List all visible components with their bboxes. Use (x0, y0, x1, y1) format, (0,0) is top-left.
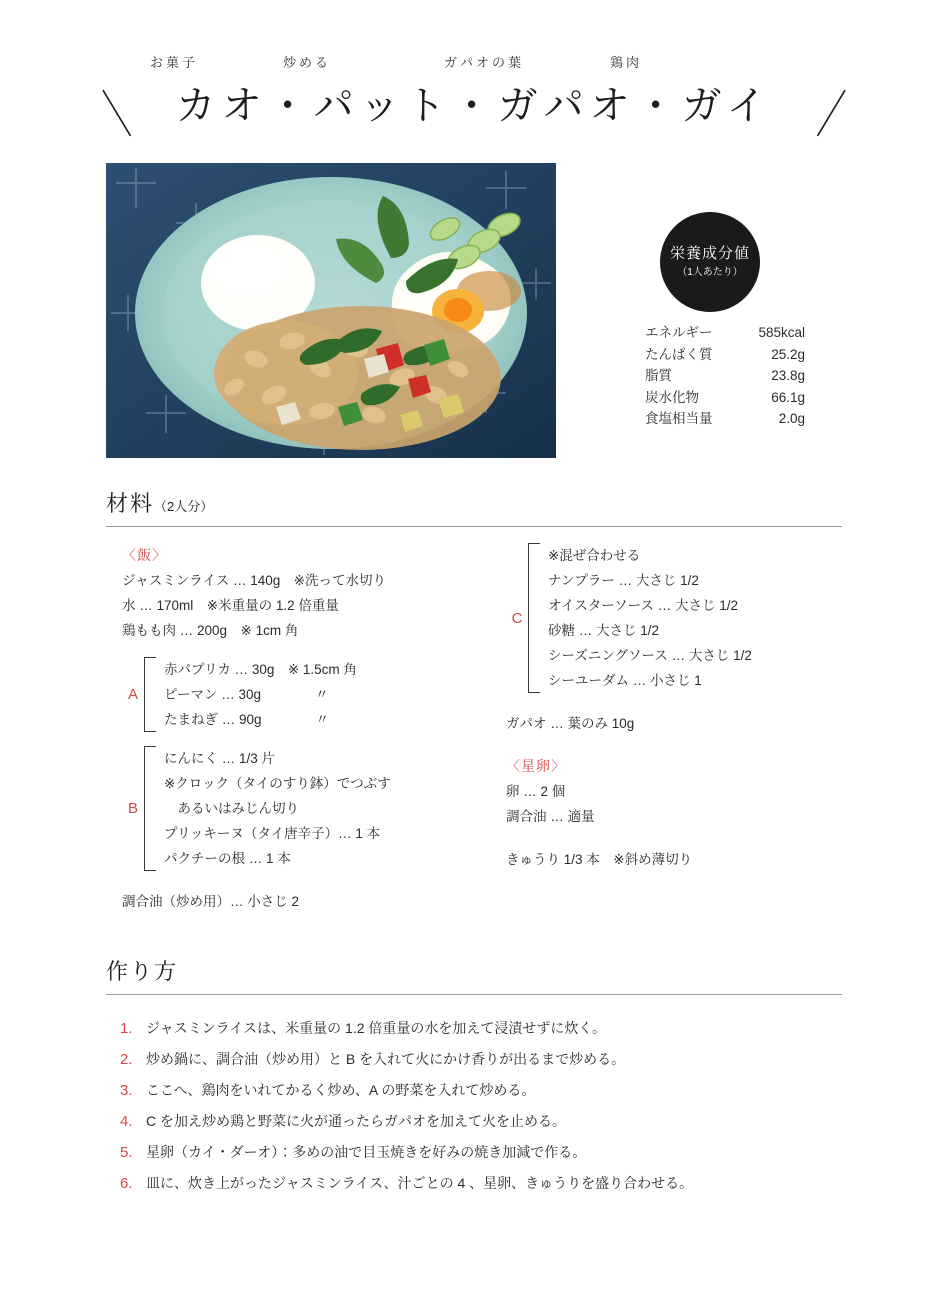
steps-heading: 作り方 (106, 959, 179, 984)
ingredients-column-right (506, 543, 842, 872)
steps-list (120, 1013, 880, 1199)
ingredient-line: シーズニングソース … 大さじ 1/2 (548, 648, 752, 663)
nutrition-label: エネルギー (645, 325, 713, 340)
ingredient-line: ジャスミンライス … 140g ※洗って水切り (122, 573, 387, 588)
step-number: 3. (120, 1082, 133, 1099)
ingredient-line: ナンプラー … 大さじ 1/2 (548, 573, 699, 588)
ingredient-line: あるいはみじん切り (164, 801, 299, 816)
nutrition-badge (660, 212, 760, 312)
ingredient-line: 水 … 170ml ※米重量の 1.2 倍重量 (122, 598, 339, 613)
nutrition-badge-subtitle: （1人あたり） (677, 266, 743, 278)
nutrition-row (645, 365, 805, 387)
group-b-bracket (144, 746, 156, 871)
ingredient-group-b (122, 746, 492, 871)
step-item (120, 1013, 880, 1044)
group-b-items (164, 746, 492, 871)
ingredient-line: 砂糖 … 大さじ 1/2 (548, 623, 660, 638)
group-b-letter: B (127, 800, 138, 817)
ingredient-line: プリッキーヌ（タイ唐辛子）… 1 本 (164, 826, 381, 841)
steps-rule (106, 994, 842, 995)
step-text: 炒め鍋に、調合油（炒め用）と B を入れて火にかけ香りが出るまで炒める。 (146, 1051, 626, 1067)
group-a-bracket (144, 657, 156, 732)
nutrition-label: 炭水化物 (645, 389, 699, 405)
title-ruby-3: ガパオの葉 (444, 55, 525, 70)
nutrition-row (645, 387, 805, 409)
group-a-letter: A (127, 686, 138, 703)
ingredients-rule (106, 526, 842, 527)
group-c-letter: C (511, 609, 523, 627)
ingredients-heading-text: 材料 (106, 491, 155, 516)
ingredients-heading-note: （2人分） (154, 499, 214, 514)
nutrition-row (645, 408, 805, 430)
ingredient-line: 鶏もも肉 … 200g ※ 1cm 角 (122, 623, 299, 638)
step-number: 1. (120, 1020, 133, 1037)
step-item (120, 1075, 880, 1106)
ingredient-line: たまねぎ … 90g 〃 (164, 712, 330, 727)
ingredient-line: 卵 … 2 個 (506, 784, 566, 799)
nutrition-label: 脂質 (645, 368, 672, 383)
step-text: 皿に、炊き上がったジャスミンライス、汁ごとの 4 、星卵、きゅうりを盛り合わせる。 (146, 1175, 694, 1191)
nutrition-label: 食塩相当量 (645, 411, 713, 426)
nutrition-row (645, 344, 805, 366)
ingredient-line-gapao: ガパオ … 葉のみ 10g (506, 716, 635, 731)
group-rice-label: 〈飯〉 (122, 547, 167, 563)
steps-section-header (106, 955, 842, 995)
ingredient-group-c (506, 543, 842, 693)
ingredient-line: シーユーダム … 小さじ 1 (548, 673, 702, 688)
ingredient-line: ピーマン … 30g 〃 (164, 687, 329, 702)
nutrition-label: たんぱく質 (645, 346, 713, 362)
nutrition-value: 25.2g (771, 346, 805, 362)
nutrition-value: 23.8g (771, 368, 805, 383)
group-c-note: ※混ぜ合わせる (548, 548, 641, 563)
group-egg-label: 〈星卵〉 (506, 758, 566, 774)
ingredient-line: パクチーの根 … 1 本 (164, 851, 291, 866)
nutrition-row (645, 322, 805, 344)
ingredient-line: ※クロック（タイのすり鉢）でつぶす (164, 776, 391, 791)
step-item (120, 1044, 880, 1075)
title-ruby-1: お菓子 (150, 55, 199, 70)
nutrition-value: 585kcal (758, 325, 805, 340)
nutrition-value: 66.1g (771, 389, 805, 405)
ingredient-group-a (122, 657, 492, 732)
title-slash-right: ／ (805, 86, 858, 143)
ingredient-line: オイスターソース … 大さじ 1/2 (548, 598, 738, 613)
ingredient-line: 調合油 … 適量 (506, 809, 595, 824)
dish-photo-illustration (106, 163, 556, 458)
step-text: C を加え炒め鶏と野菜に火が通ったらガパオを加えて火を止める。 (146, 1113, 566, 1129)
title-block (0, 52, 948, 152)
step-number: 2. (120, 1051, 133, 1068)
nutrition-table (645, 322, 805, 430)
title-ruby-4: 鶏肉 (610, 55, 643, 70)
title-slash-left: ＼ (90, 86, 143, 143)
ingredients-column-left (122, 543, 492, 914)
nutrition-badge-title: 栄養成分値 (669, 244, 750, 262)
step-number: 6. (120, 1175, 133, 1192)
step-item (120, 1137, 880, 1168)
ingredients-section-header (106, 487, 842, 527)
page-title: カオ・パット・ガパオ・ガイ (175, 83, 773, 129)
step-text: ジャスミンライスは、米重量の 1.2 倍重量の水を加えて浸漬せずに炊く。 (146, 1020, 607, 1036)
step-number: 4. (120, 1113, 133, 1130)
title-ruby-2: 炒める (283, 55, 332, 70)
nutrition-value: 2.0g (778, 411, 805, 426)
ingredients-heading (106, 487, 842, 526)
dish-photo (106, 163, 556, 458)
group-c-bracket (528, 543, 540, 693)
step-item (120, 1106, 880, 1137)
group-a-items (164, 657, 492, 732)
ingredient-line-oil: 調合油（炒め用）… 小さじ 2 (122, 894, 300, 909)
ingredient-line: 赤パプリカ … 30g ※ 1.5cm 角 (164, 662, 357, 677)
step-text: 星卵（カイ・ダーオ）：多めの油で目玉焼きを好みの焼き加減で作る。 (146, 1144, 587, 1160)
step-number: 5. (120, 1144, 133, 1161)
group-c-items (548, 543, 842, 693)
ingredient-line-cucumber: きゅうり 1/3 本 ※斜め薄切り (506, 852, 693, 867)
step-item (120, 1168, 880, 1199)
step-text: ここへ、鶏肉をいれてかるく炒め、A の野菜を入れて炒める。 (146, 1082, 536, 1098)
ingredient-line: にんにく … 1/3 片 (164, 751, 276, 766)
